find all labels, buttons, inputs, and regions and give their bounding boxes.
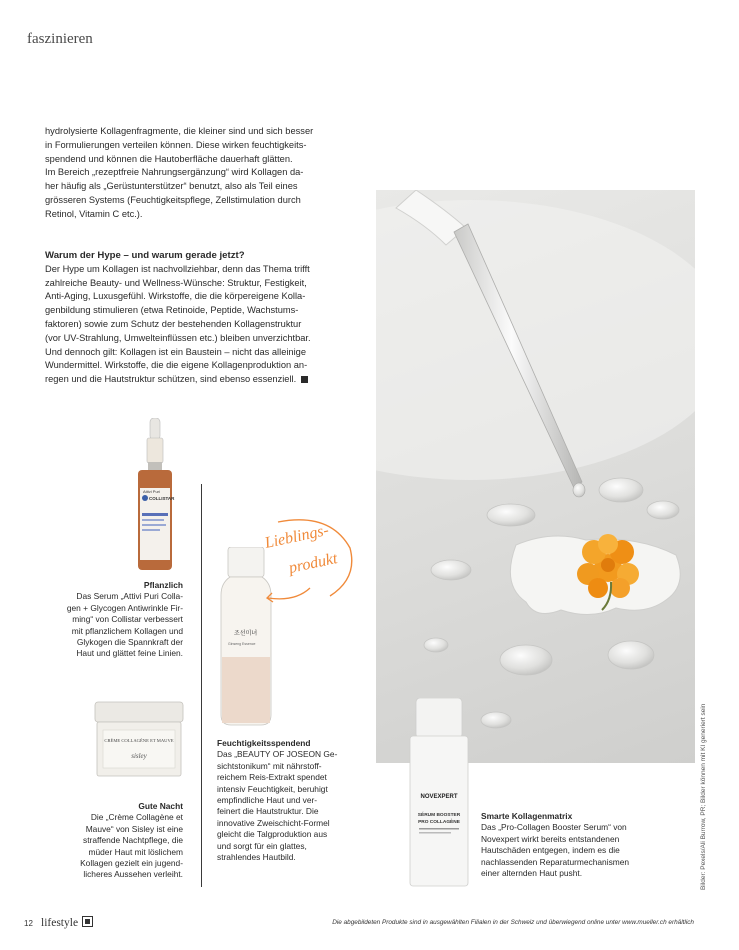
column-divider xyxy=(201,484,202,887)
badge-line1: Lieblings- xyxy=(263,521,331,552)
caption-line: nachlassenden Reparaturmechanismen xyxy=(481,856,630,867)
caption-line: Das „Pro-Collagen Booster Serum“ von xyxy=(481,822,627,833)
section-title: faszinieren xyxy=(27,31,93,47)
intro-line: Im Bereich „rezeptfreie Nahrungsergänzung“ wird Kollagen da- xyxy=(45,167,304,178)
joseon-caption xyxy=(217,738,357,863)
serum-drop xyxy=(500,645,552,675)
intro-line: her häufig als „Gerüstunterstützer“ benutzt, also als Teil eines xyxy=(45,181,298,192)
caption-line: Novexpert wirkt bereits entstandenen xyxy=(481,833,620,844)
serum-drop xyxy=(487,504,535,526)
caption-line: strahlendes Hautbild. xyxy=(217,852,296,863)
brand-name: lifestyle xyxy=(41,917,79,929)
caption-line: Haut und glättet feine Linien. xyxy=(76,648,183,659)
collistar-bottle-brand: COLLISTAR xyxy=(149,496,175,501)
hype-line: Anti-Aging, Luxusgefühl. Wirkstoffe, die die körpereigene Kolla- xyxy=(45,291,306,302)
page-number: 12 xyxy=(24,919,33,928)
novexpert-bottle-line2: PRO COLLAGÈNE xyxy=(418,820,460,825)
collistar-bottle-line: Attivi Puri xyxy=(143,489,160,494)
light-reflection xyxy=(376,200,695,480)
joseon-bottle-sub: Ginseng Essence xyxy=(228,642,256,646)
hype-section xyxy=(45,249,363,387)
caption-line: sichtstonikum“ mit nährstoff- xyxy=(217,760,322,771)
caption-line: müder Haut mit löslichem xyxy=(88,846,183,857)
hype-line: faktoren) sowie zum Schutz der bestehenden Kollagenstruktur xyxy=(45,318,302,329)
novexpert-serum-bottle xyxy=(405,698,473,888)
magazine-brand xyxy=(41,916,93,929)
hype-line: zahlreiche Beauty- und Wellness-Wünsche: Struktur, Festigkeit, xyxy=(45,277,307,288)
caption-line: Die „Crème Collagène et xyxy=(90,812,183,823)
intro-line: hydrolysierte Kollagenfragmente, die kleiner sind und sich besser xyxy=(45,126,314,136)
caption-line: Das „BEAUTY OF JOSEON Ge- xyxy=(217,749,338,760)
caption-line: gleicht die Talgproduktion aus xyxy=(217,829,328,840)
hype-line xyxy=(45,373,363,387)
intro-line: in Formulierungen verteilen können. Diese wirken feuchtigkeits- xyxy=(45,139,307,150)
caption-line: mit pflanzlichem Kollagen und xyxy=(71,625,183,636)
badge-line2: produkt xyxy=(287,550,339,577)
caption-line: Kollagen gezielt ein jugend- xyxy=(80,858,183,869)
serum-drop xyxy=(431,560,471,580)
caption-line: empfindliche Haut und ver- xyxy=(217,795,318,806)
sisley-caption xyxy=(55,801,183,881)
caption-line: straffende Nachtpflege, die xyxy=(83,835,183,846)
favorite-product-badge xyxy=(250,518,355,606)
hype-line: Der Hype um Kollagen ist nachvollziehbar, denn das Thema trifft xyxy=(45,263,310,274)
serum-drop xyxy=(481,712,511,728)
photo-credit: Bilder: Pexels/Ali Burrow, PR; Bilder können mit KI generiert sein xyxy=(700,703,707,890)
availability-disclaimer: Die abgebildeten Produkte sind in ausgewählten Filialen in der Schweiz und überwiegend online unter www.mueller.ch erhältlich xyxy=(332,919,694,926)
caption-line: innovative Zweischicht-Formel xyxy=(217,817,330,828)
novexpert-bottle-brand: NOVEXPERT xyxy=(420,794,458,800)
caption-line: gen + Glycogen Antiwrinkle Fir- xyxy=(66,602,183,613)
caption-line: ming“ von Collistar verbessert xyxy=(72,614,183,625)
joseon-bottle-label: 조선미녀 xyxy=(234,630,258,637)
intro-line: spendend und können die Hautoberfläche dauerhaft glätten. xyxy=(45,153,293,164)
drip-drop xyxy=(573,483,585,497)
intro-line: grösseren Systems (Feuchtigkeitspflege, Zellstimulation durch xyxy=(45,194,301,205)
intro-line: Retinol, Vitamin C etc.). xyxy=(45,208,143,219)
intro-paragraph xyxy=(45,125,363,222)
caption-line: intensiv Feuchtigkeit, beruhigt xyxy=(217,783,328,794)
serum-drop xyxy=(608,641,654,669)
caption-line: und sorgt für ein glattes, xyxy=(217,840,307,851)
joseon-heading: Feuchtigkeitsspendend xyxy=(217,738,311,748)
hype-line: (vor UV-Strahlung, Umwelteinflüssen etc.) bleiben unverzichtbar. xyxy=(45,332,311,343)
caption-line: licheres Aussehen verleiht. xyxy=(83,869,183,880)
collistar-heading: Pflanzlich xyxy=(143,580,183,590)
caption-line: Hautschäden entgegen, indem es die xyxy=(481,845,620,856)
brand-logo-icon xyxy=(82,916,93,927)
serum-drop xyxy=(424,638,448,652)
badge-arrowhead xyxy=(267,593,273,602)
serum-drop xyxy=(647,501,679,519)
caption-line: Das Serum „Attivi Puri Colla- xyxy=(76,591,183,602)
collistar-caption xyxy=(60,580,183,660)
sisley-cream-jar xyxy=(93,700,185,778)
hero-photo xyxy=(376,190,695,763)
hype-last-text: regen und die Hautstruktur schützen, sind ebenso essenziell. xyxy=(45,374,297,385)
novexpert-caption xyxy=(481,811,656,879)
caption-line: einer alternden Haut pusht. xyxy=(481,868,583,879)
sisley-jar-text: CRÈME COLLAGÈNE ET MAUVE xyxy=(104,738,174,743)
pipette-flower-illustration xyxy=(376,190,695,763)
sisley-heading: Gute Nacht xyxy=(138,801,183,811)
end-of-article-icon xyxy=(301,376,308,383)
sisley-jar-brand: sisley xyxy=(131,752,147,760)
hype-heading: Warum der Hype – und warum gerade jetzt? xyxy=(45,250,245,261)
caption-line: reichem Reis-Extrakt spendet xyxy=(217,772,327,783)
collistar-serum-bottle xyxy=(135,418,175,573)
serum-drop xyxy=(599,478,643,502)
novexpert-bottle-line1: SÉRUM BOOSTER xyxy=(417,813,461,818)
caption-line: feinert die Hautstruktur. Die xyxy=(217,806,319,817)
hype-line: Und dennoch gilt: Kollagen ist ein Baustein – nicht das alleinige xyxy=(45,346,307,357)
caption-line: Mauve“ von Sisley ist eine xyxy=(85,823,183,834)
hype-line: Wundermittel. Wirkstoffe, die die eigene Kollagenproduktion an- xyxy=(45,360,308,371)
hype-line: genbildung stimulieren (etwa Retinoide, Peptide, Wachstums- xyxy=(45,305,299,316)
badge-arrow xyxy=(268,588,310,599)
novexpert-heading: Smarte Kollagenmatrix xyxy=(481,811,573,821)
caption-line: Glykogen die Spannkraft der xyxy=(76,637,183,648)
